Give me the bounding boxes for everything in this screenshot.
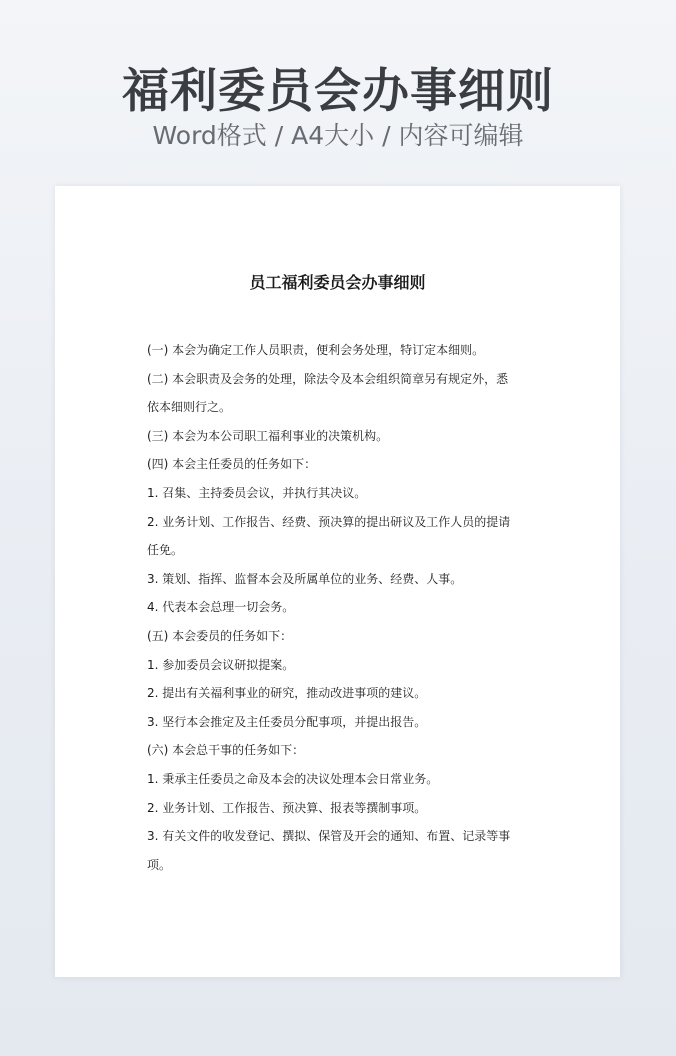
document-line: (六) 本会总干事的任务如下：	[147, 743, 305, 758]
document-body	[147, 336, 535, 879]
document-line: 1. 召集、主持委员会议，并执行其决议。	[147, 485, 367, 500]
document-line: (一) 本会为确定工作人员职责，便利会务处理，特订定本细则。	[147, 343, 485, 357]
document-line: 项。	[147, 857, 172, 872]
document-line: (四) 本会主任委员的任务如下：	[147, 457, 317, 472]
document-line: 4. 代表本会总理一切会务。	[147, 600, 295, 615]
document-page	[55, 186, 620, 977]
document-line: 3. 有关文件的收发登记、撰拟、保管及开会的通知、布置、记录等事	[147, 829, 511, 844]
document-line: 2. 业务计划、工作报告、经费、预决算的提出研议及工作人员的提请	[147, 514, 511, 529]
document-line: (五) 本会委员的任务如下：	[147, 628, 293, 643]
document-line: 2. 业务计划、工作报告、预决算、报表等撰制事项。	[147, 800, 427, 815]
document-line: 1. 参加委员会议研拟提案。	[147, 657, 295, 672]
document-line: (二) 本会职责及会务的处理，除法令及本会组织简章另有规定外，悉	[147, 371, 509, 386]
document-line: (三) 本会为本公司职工福利事业的决策机构。	[147, 428, 389, 443]
document-line: 任免。	[147, 543, 184, 558]
document-line: 1. 秉承主任委员之命及本会的决议处理本会日常业务。	[147, 771, 439, 786]
page-subtitle: Word格式 / A4大小 / 内容可编辑	[152, 121, 524, 150]
document-line: 2. 提出有关福利事业的研究，推动改进事项的建议。	[147, 686, 427, 701]
document-line: 依本细则行之。	[147, 400, 232, 415]
document-line: 3. 策划、指挥、监督本会及所属单位的业务、经费、人事。	[147, 571, 463, 586]
document-line: 3. 坚行本会推定及主任委员分配事项，并提出报告。	[147, 714, 427, 729]
document-title: 员工福利委员会办事细则	[249, 273, 426, 292]
page-title: 福利委员会办事细则	[122, 64, 554, 119]
